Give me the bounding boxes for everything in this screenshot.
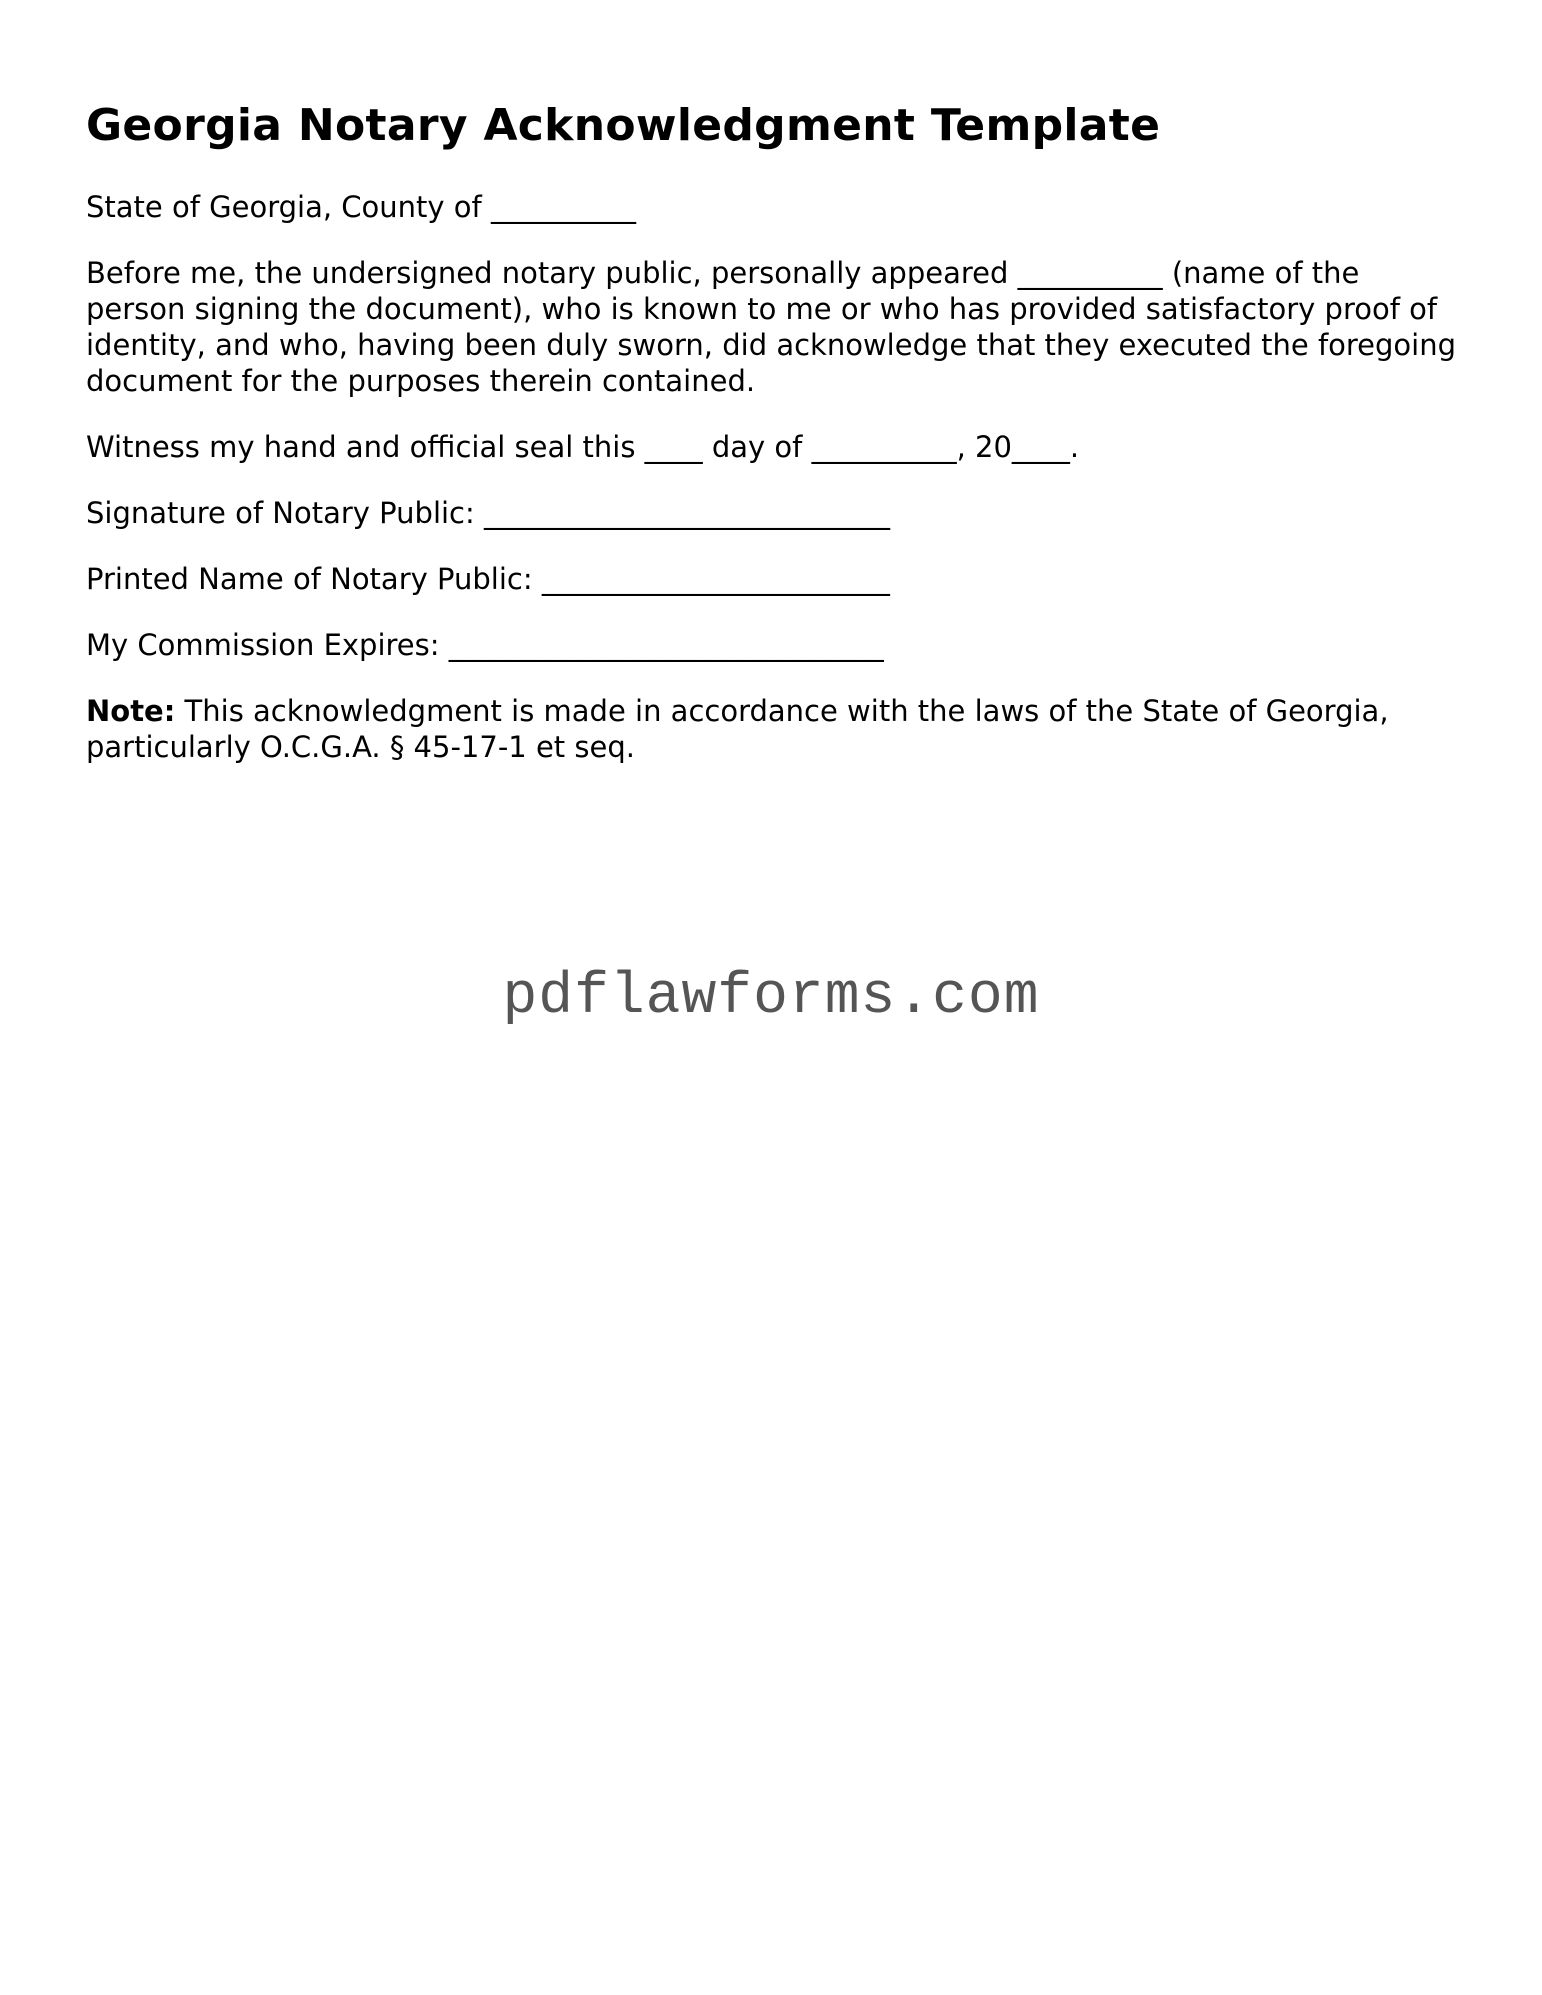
acknowledgment-paragraph: Before me, the undersigned notary public, personally appeared __________ (name of the person signing the document), who is known to me or who has provided satisfactory proof of identity, and who, having been duly sworn, did acknowledge that they executed the foregoing document for the purposes therein contained. (86, 255, 1457, 398)
legal-note (86, 693, 1466, 765)
document-content (86, 100, 1466, 795)
witness-line: Witness my hand and official seal this ____ day of __________, 20____. (86, 429, 1080, 464)
watermark-text: pdflawforms.com (502, 965, 1040, 1030)
note-label: Note: (86, 693, 176, 728)
notary-signature-line: Signature of Notary Public: ____________________________ (86, 495, 890, 530)
commission-expiry-line: My Commission Expires: ______________________________ (86, 627, 884, 662)
note-text: This acknowledgment is made in accordance with the laws of the State of Georgia, particularly O.C.G.A. § 45-17-1 et seq. (86, 693, 1389, 764)
notary-printed-name-line: Printed Name of Notary Public: ________________________ (86, 561, 890, 596)
venue-line: State of Georgia, County of __________ (86, 189, 636, 224)
page-title: Georgia Notary Acknowledgment Template (86, 100, 1161, 151)
